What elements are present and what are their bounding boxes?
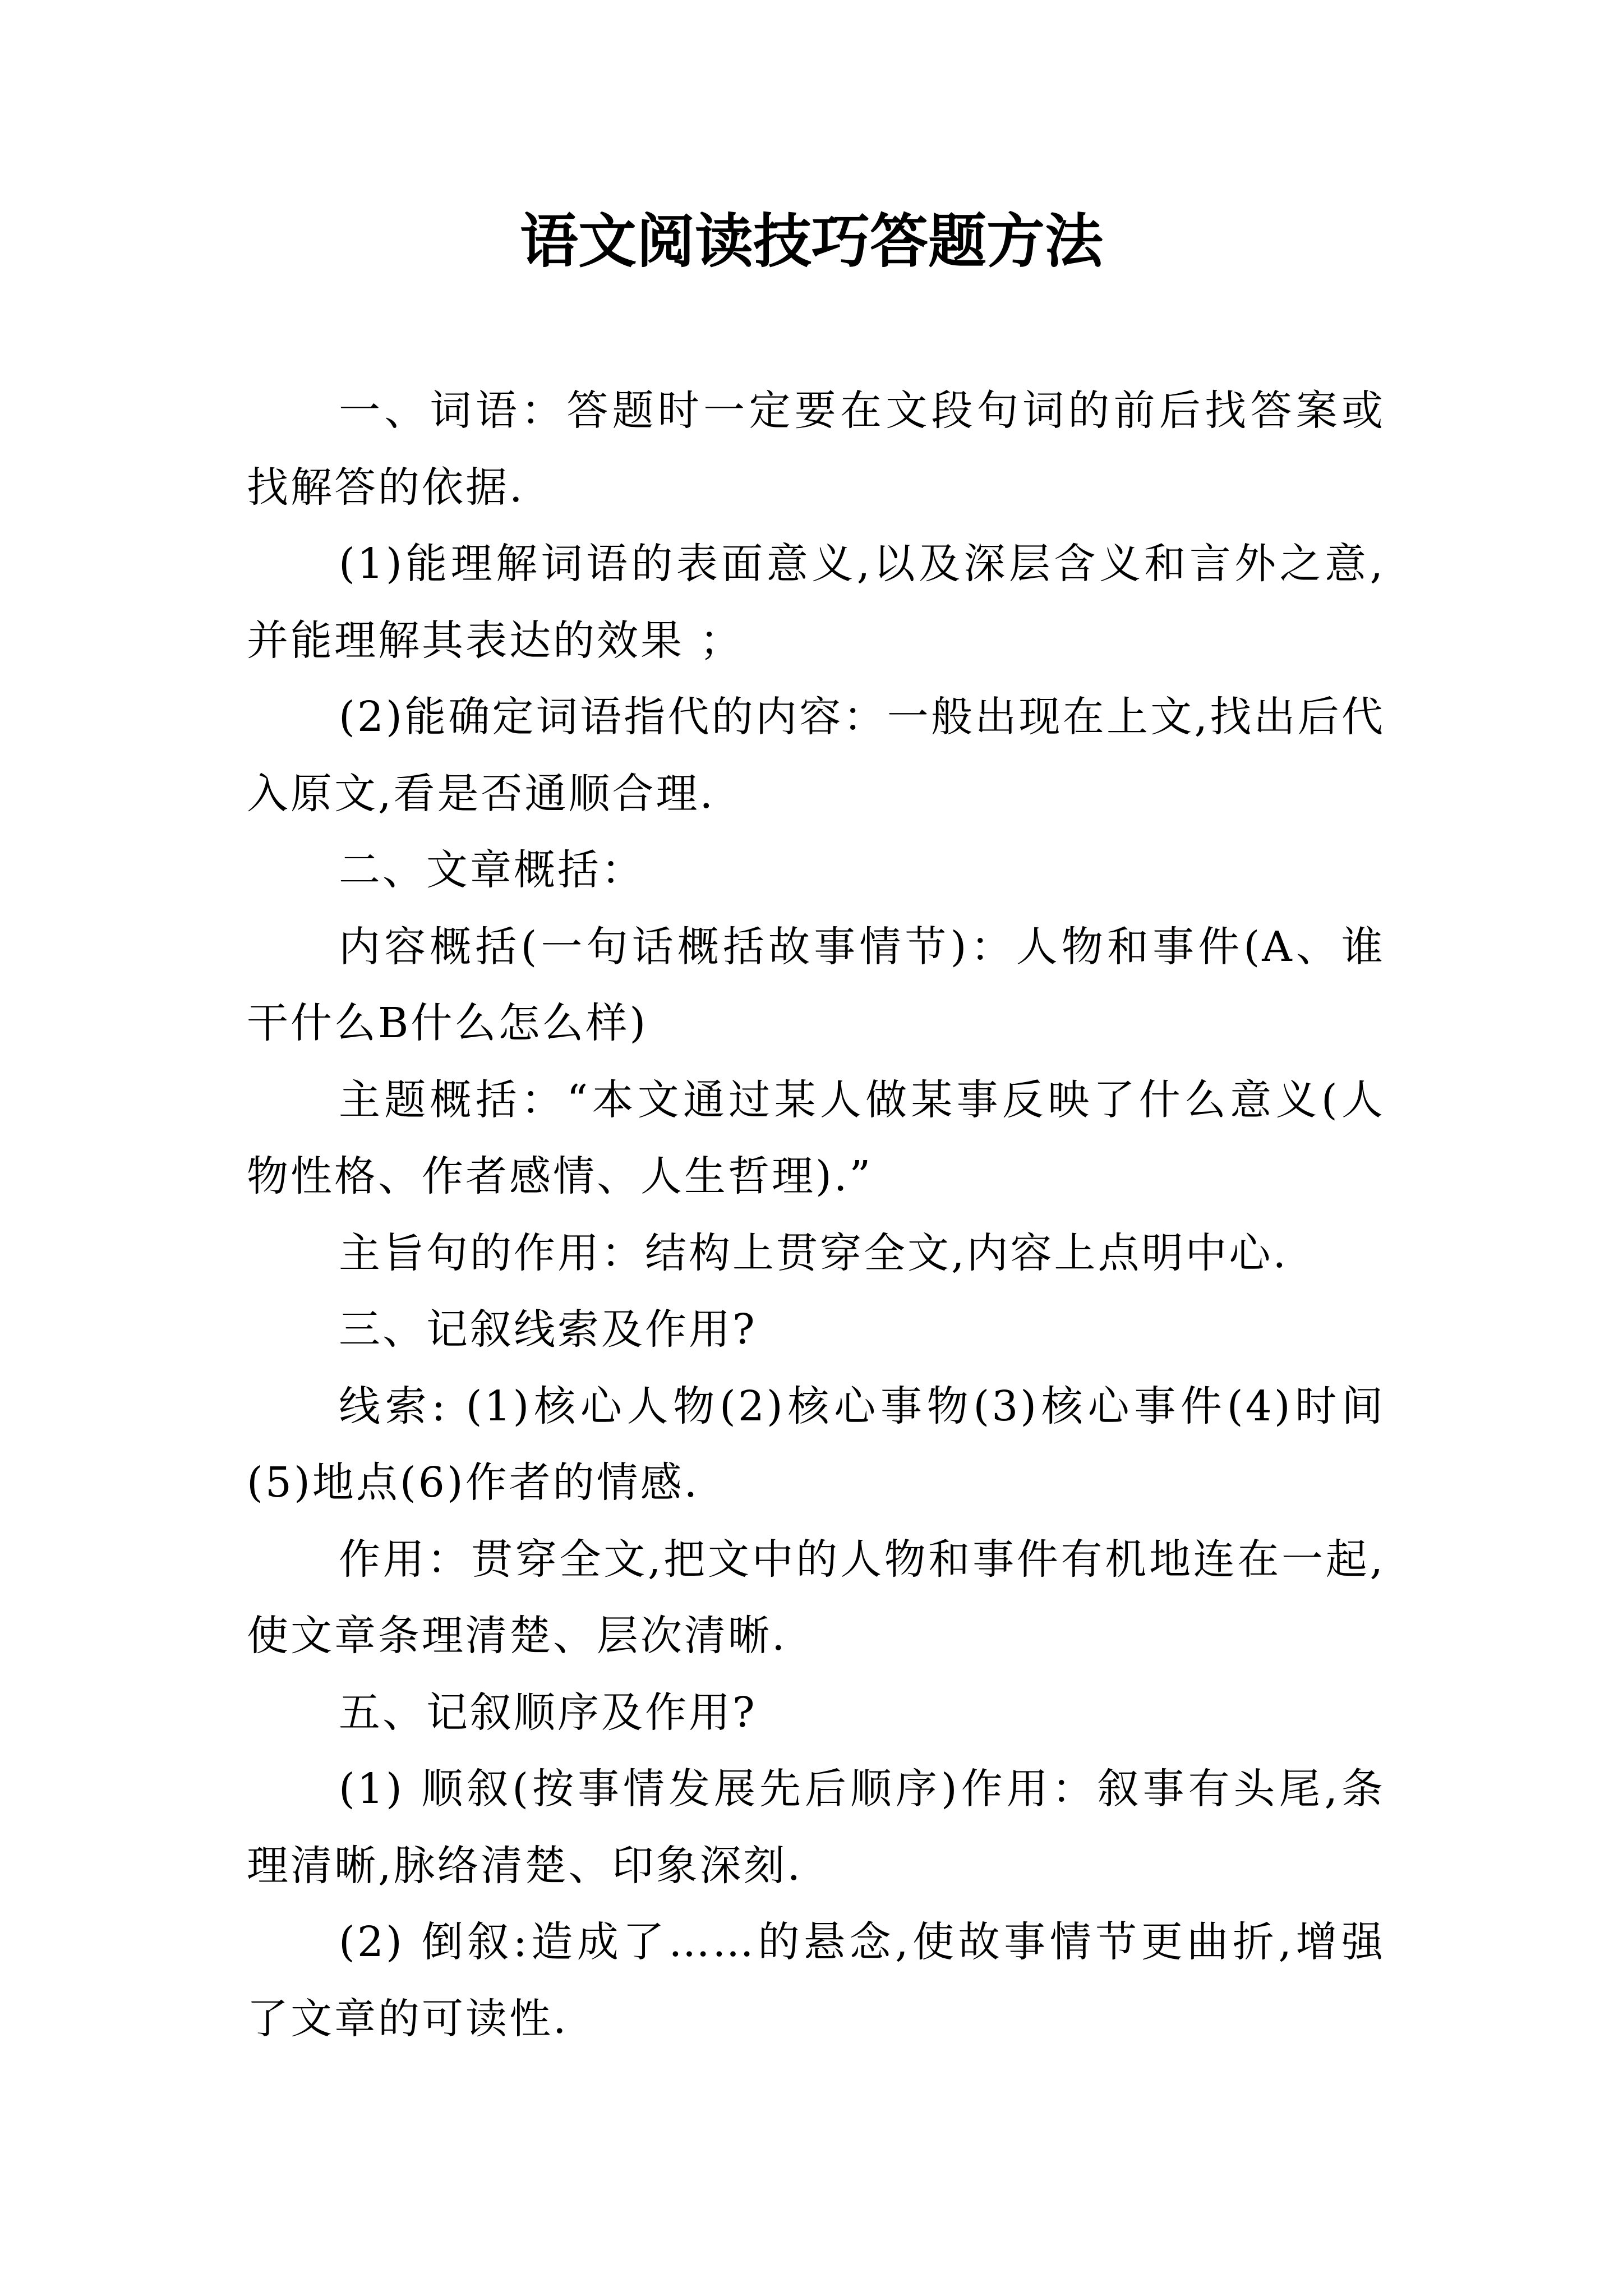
paragraph-words-point-2: (2)能确定词语指代的内容：一般出现在上文,找出后代入原文,看是否通顺合理. (247, 693, 1385, 818)
paragraph-order-chronological: (1) 顺叙(按事情发展先后顺序)作用：叙事有头尾,条理清晰,脉络清楚、印象深刻. (247, 1765, 1385, 1890)
paragraph-order-heading: 五、记叙顺序及作用? (339, 1688, 757, 1737)
paragraph-words-heading: 一、词语：答题时一定要在文段句词的前后找答案或找解答的依据. (247, 386, 1385, 512)
document-body (247, 372, 1385, 2057)
paragraph-clue-heading: 三、记叙线索及作用? (339, 1305, 757, 1354)
paragraph-words-point-1: (1)能理解词语的表面意义,以及深层含义和言外之意,并能理解其表达的效果 ； (247, 540, 1385, 665)
paragraph-content-summary: 内容概括(一句话概括故事情节)：人物和事件(A、谁干什么B什么怎么样) (247, 922, 1385, 1047)
paragraph-summary-heading: 二、文章概括： (339, 846, 645, 894)
paragraph-order-flashback: (2) 倒叙:造成了……的悬念,使故事情节更曲折,增强了文章的可读性. (247, 1918, 1385, 2043)
paragraph-theme-summary: 主题概括：“本文通过某人做某事反映了什么意义(人物性格、作者感情、人生哲理).” (247, 1075, 1385, 1200)
paragraph-clue-function: 作用：贯穿全文,把文中的人物和事件有机地连在一起,使文章条理清楚、层次清晰. (247, 1535, 1385, 1660)
paragraph-clue-types: 线索: (1)核心人物(2)核心事物(3)核心事件(4)时间(5)地点(6)作者的情感. (247, 1382, 1385, 1507)
paragraph-key-sentence: 主旨句的作用：结构上贯穿全文,内容上点明中心. (339, 1228, 1289, 1277)
document-title: 语文阅读技巧答题方法 (519, 206, 1103, 275)
